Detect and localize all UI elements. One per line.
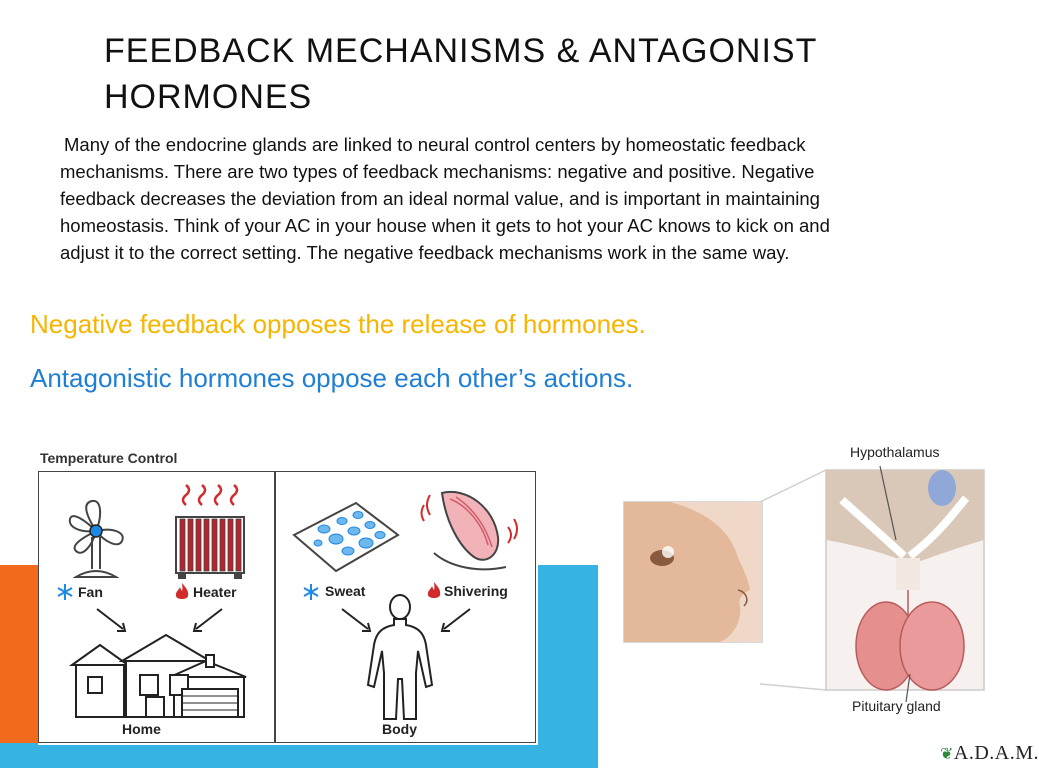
anatomy-illustration <box>610 440 1024 768</box>
snowflake-icon <box>56 583 74 601</box>
arrow-icon <box>434 605 474 635</box>
heater-label: Heater <box>193 584 237 600</box>
hypothalamus-label: Hypothalamus <box>850 444 940 460</box>
shivering-label: Shivering <box>444 583 508 599</box>
muscle-icon <box>416 483 520 575</box>
antagonistic-hormones-callout: Antagonistic hormones oppose each other’s actions. <box>30 363 634 393</box>
temperature-control-caption: Temperature Control <box>40 450 178 466</box>
negative-feedback-callout: Negative feedback opposes the release of hormones. <box>30 309 646 339</box>
heater-icon <box>170 483 250 583</box>
temperature-figure-divider <box>274 471 276 743</box>
temperature-control-figure <box>38 445 538 745</box>
pituitary-gland-label: Pituitary gland <box>852 698 941 714</box>
adam-credit-text: A.D.A.M. <box>953 742 1039 764</box>
sweat-label: Sweat <box>325 583 366 599</box>
decorative-orange-band <box>0 565 40 743</box>
human-body-icon <box>360 593 440 721</box>
slide-body-text <box>60 131 880 266</box>
adam-credit <box>940 742 1039 765</box>
hypothalamus-pituitary-figure <box>610 440 1024 768</box>
house-icon <box>66 631 256 719</box>
fan-icon <box>56 497 136 579</box>
fan-label: Fan <box>78 584 103 600</box>
body-label: Body <box>382 721 417 737</box>
home-label: Home <box>122 721 161 737</box>
snowflake-icon <box>302 583 320 601</box>
flame-icon <box>174 582 190 602</box>
leaf-logo-icon: ❦ <box>940 746 954 763</box>
sweat-droplets-icon <box>290 499 402 577</box>
slide-title: FEEDBACK MECHANISMS & ANTAGONIST HORMONES <box>104 32 817 116</box>
body-paragraph: Many of the endocrine glands are linked to neural control centers by homeostatic feedback mechanisms. There are two types of feedback mechanisms: negative and positive. Negative feedback decreases the deviation from an ideal normal value, and is important in maintaining homeostasis. Think of your AC in your house when it gets to hot your AC knows to kick on and adjust it to the correct setting. The negative feedback mechanisms work in the same way. <box>60 134 830 263</box>
